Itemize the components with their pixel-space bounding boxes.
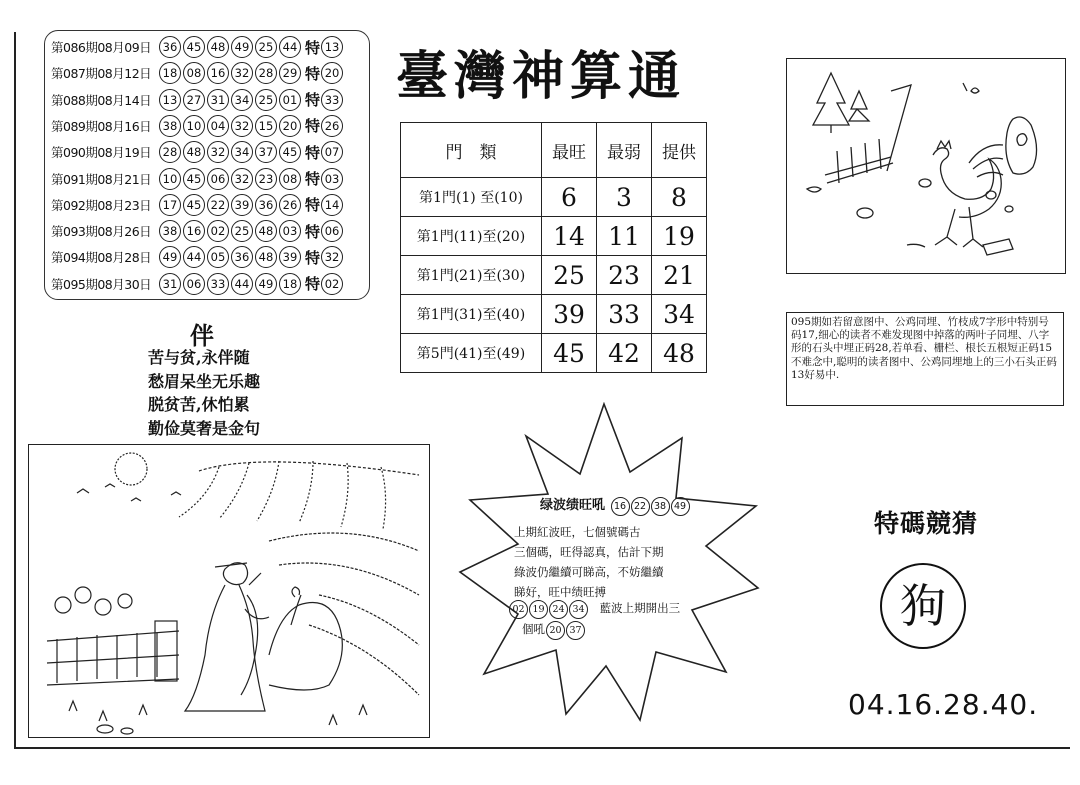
star-bottom-text — [508, 598, 708, 640]
number-ball: 26 — [279, 194, 301, 216]
number-ball: 19 — [529, 600, 548, 619]
special-label: 特 — [305, 117, 321, 136]
hint-text-box: 095期如若留意图中、公鸡同埋、竹枝成7字形中特别号码17,细心的读者不难发现图中掉落的两叶子同埋、八字形的石头中埋正码28,若单看、栅栏、根长五根短正码15不难念中,聪明的读者图中、公鸡同埋地上的三小石头正码13好易中. — [786, 312, 1064, 406]
star-heading — [540, 494, 690, 516]
history-period: 第091期08月21日 — [51, 171, 152, 187]
number-ball: 32 — [207, 141, 229, 163]
history-period: 第090期08月19日 — [51, 145, 152, 161]
star-bottom-line — [508, 598, 708, 619]
special-label: 特 — [305, 170, 321, 188]
bottom-border-line — [14, 747, 1070, 749]
special-number-ball: 32 — [321, 246, 343, 268]
history-period: 第094期08月28日 — [51, 250, 152, 266]
number-ball: 45 — [183, 194, 205, 216]
star-text-line: 綠波仍繼續可睇高，不妨繼續 — [514, 565, 664, 579]
history-period: 第088期08月14日 — [51, 92, 152, 108]
table-header-coldest: 最弱 — [597, 123, 652, 178]
lady-with-lute-illustration — [28, 444, 430, 738]
number-ball: 22 — [631, 497, 650, 516]
poem-line: 勤俭莫奢是金句 — [148, 418, 261, 438]
number-ball: 49 — [671, 497, 690, 516]
table-row — [401, 334, 707, 373]
number-ball: 49 — [159, 246, 181, 268]
history-row — [51, 271, 345, 297]
table-cell-value: 6 — [542, 178, 597, 217]
number-ball: 23 — [255, 168, 277, 190]
number-ball: 28 — [255, 62, 277, 84]
table-cell-category: 第1門(1) 至(10) — [401, 178, 542, 217]
number-ball: 45 — [183, 168, 205, 190]
table-cell-value: 19 — [652, 217, 707, 256]
history-row — [51, 34, 345, 60]
poem — [148, 346, 260, 440]
number-ball: 02 — [207, 220, 229, 242]
number-ball: 05 — [207, 246, 229, 268]
number-ball: 16 — [207, 62, 229, 84]
special-number-ball: 07 — [321, 141, 343, 163]
table-cell-value: 45 — [542, 334, 597, 373]
number-ball: 08 — [183, 62, 205, 84]
table-row — [401, 178, 707, 217]
history-row — [51, 139, 345, 165]
star-body-text — [514, 522, 714, 602]
history-row — [51, 244, 345, 270]
number-ball: 25 — [255, 89, 277, 111]
number-ball: 36 — [255, 194, 277, 216]
table-row — [401, 295, 707, 334]
special-number-ball: 26 — [321, 115, 343, 137]
number-ball: 15 — [255, 115, 277, 137]
number-ball: 45 — [183, 36, 205, 58]
table-cell-value: 14 — [542, 217, 597, 256]
left-border-line — [14, 32, 16, 748]
special-number-ball: 33 — [321, 89, 343, 111]
history-row — [51, 192, 345, 218]
number-ball: 25 — [231, 220, 253, 242]
table-cell-value: 11 — [597, 217, 652, 256]
number-ball: 34 — [231, 89, 253, 111]
special-number-ball: 14 — [321, 194, 343, 216]
star-text-line: 睇好，旺中绩旺搏 — [514, 585, 606, 599]
history-row — [51, 113, 345, 139]
table-cell-value: 34 — [652, 295, 707, 334]
table-header-provided: 提供 — [652, 123, 707, 178]
table-row — [401, 217, 707, 256]
history-period: 第092期08月23日 — [51, 197, 152, 213]
number-ball: 17 — [159, 194, 181, 216]
history-period: 第095期08月30日 — [51, 276, 152, 292]
number-ball: 38 — [159, 220, 181, 242]
table-header-row — [401, 123, 707, 178]
star-text-line: 上期紅波旺，七個號碼古 — [514, 525, 641, 539]
star-bottom-text-b: 個吼 — [522, 622, 545, 636]
number-ball: 48 — [207, 36, 229, 58]
number-ball: 49 — [255, 273, 277, 295]
category-table — [400, 122, 707, 373]
number-ball: 08 — [279, 168, 301, 190]
table-cell-category: 第1門(21)至(30) — [401, 256, 542, 295]
poem-line: 苦与贫,永伴随 — [148, 348, 250, 367]
number-ball: 44 — [183, 246, 205, 268]
poem-line: 愁眉呆坐无乐趣 — [148, 371, 261, 391]
number-ball: 38 — [651, 497, 670, 516]
number-ball: 24 — [549, 600, 568, 619]
number-ball: 32 — [231, 168, 253, 190]
table-cell-category: 第1門(11)至(20) — [401, 217, 542, 256]
number-ball: 34 — [569, 600, 588, 619]
special-label: 特 — [305, 91, 321, 110]
special-guess-title: 特碼競猜 — [874, 509, 979, 538]
special-label: 特 — [305, 38, 321, 57]
history-row — [51, 166, 345, 192]
number-ball: 04 — [207, 115, 229, 137]
history-period: 第087期08月12日 — [51, 66, 152, 82]
table-cell-value: 25 — [542, 256, 597, 295]
number-ball: 10 — [159, 168, 181, 190]
special-label: 特 — [305, 143, 321, 162]
number-ball: 06 — [207, 168, 229, 190]
zodiac-animal-circle: 狗 — [880, 563, 966, 649]
draw-history-panel — [44, 30, 370, 300]
table-cell-value: 42 — [597, 334, 652, 373]
number-ball: 34 — [231, 141, 253, 163]
table-row — [401, 256, 707, 295]
guess-numbers: 04.16.28.40. — [848, 688, 1039, 721]
number-ball: 25 — [255, 36, 277, 58]
table-cell-value: 39 — [542, 295, 597, 334]
number-ball: 37 — [255, 141, 277, 163]
table-cell-value: 8 — [652, 178, 707, 217]
number-ball: 48 — [255, 246, 277, 268]
number-ball: 37 — [566, 621, 585, 640]
number-ball: 28 — [159, 141, 181, 163]
table-cell-value: 21 — [652, 256, 707, 295]
number-ball: 13 — [159, 89, 181, 111]
number-ball: 22 — [207, 194, 229, 216]
special-number-ball: 20 — [321, 62, 343, 84]
special-label: 特 — [305, 64, 321, 83]
number-ball: 01 — [279, 89, 301, 111]
special-number-ball: 02 — [321, 273, 343, 295]
table-cell-category: 第1門(31)至(40) — [401, 295, 542, 334]
number-ball: 29 — [279, 62, 301, 84]
number-ball: 36 — [231, 246, 253, 268]
star-bottom-text-a: 藍波上期開出三 — [599, 601, 681, 615]
number-ball: 39 — [279, 246, 301, 268]
number-ball: 32 — [231, 115, 253, 137]
special-number-ball: 13 — [321, 36, 343, 58]
rooster-drawing — [787, 59, 1065, 273]
number-ball: 18 — [159, 62, 181, 84]
star-bottom-line — [508, 619, 708, 640]
number-ball: 48 — [255, 220, 277, 242]
number-ball: 31 — [207, 89, 229, 111]
history-period: 第093期08月26日 — [51, 224, 152, 240]
number-ball: 44 — [279, 36, 301, 58]
rooster-illustration — [786, 58, 1066, 274]
history-period: 第089期08月16日 — [51, 118, 152, 134]
special-label: 特 — [305, 222, 321, 241]
special-label: 特 — [305, 275, 321, 294]
table-cell-value: 48 — [652, 334, 707, 373]
history-row — [51, 60, 345, 86]
number-ball: 27 — [183, 89, 205, 111]
number-ball: 20 — [546, 621, 565, 640]
number-ball: 33 — [207, 273, 229, 295]
number-ball: 03 — [279, 220, 301, 242]
history-row — [51, 218, 345, 244]
number-ball: 39 — [231, 194, 253, 216]
page-title: 臺灣神算通 — [396, 46, 687, 107]
special-number-ball: 06 — [321, 220, 343, 242]
table-cell-value: 33 — [597, 295, 652, 334]
number-ball: 32 — [231, 62, 253, 84]
star-heading-text: 绿波绩旺吼 — [540, 498, 606, 513]
number-ball: 16 — [611, 497, 630, 516]
poem-line: 脱贫苦,休怕累 — [148, 395, 250, 414]
number-ball: 20 — [279, 115, 301, 137]
number-ball: 49 — [231, 36, 253, 58]
poem-title: 伴 — [190, 321, 214, 350]
table-header-category: 門 類 — [401, 123, 542, 178]
table-cell-value: 3 — [597, 178, 652, 217]
special-number-ball: 03 — [321, 168, 343, 190]
special-label: 特 — [305, 196, 321, 215]
special-label: 特 — [305, 248, 321, 267]
history-row — [51, 87, 345, 113]
star-text-line: 三個碼，旺得認真，估計下期 — [514, 545, 664, 559]
number-ball: 38 — [159, 115, 181, 137]
table-cell-value: 23 — [597, 256, 652, 295]
number-ball: 16 — [183, 220, 205, 242]
number-ball: 48 — [183, 141, 205, 163]
lady-drawing — [29, 445, 429, 737]
table-cell-category: 第5門(41)至(49) — [401, 334, 542, 373]
number-ball: 31 — [159, 273, 181, 295]
number-ball: 02 — [509, 600, 528, 619]
number-ball: 10 — [183, 115, 205, 137]
table-header-hottest: 最旺 — [542, 123, 597, 178]
history-period: 第086期08月09日 — [51, 40, 152, 55]
number-ball: 44 — [231, 273, 253, 295]
number-ball: 18 — [279, 273, 301, 295]
number-ball: 45 — [279, 141, 301, 163]
number-ball: 36 — [159, 36, 181, 58]
number-ball: 06 — [183, 273, 205, 295]
